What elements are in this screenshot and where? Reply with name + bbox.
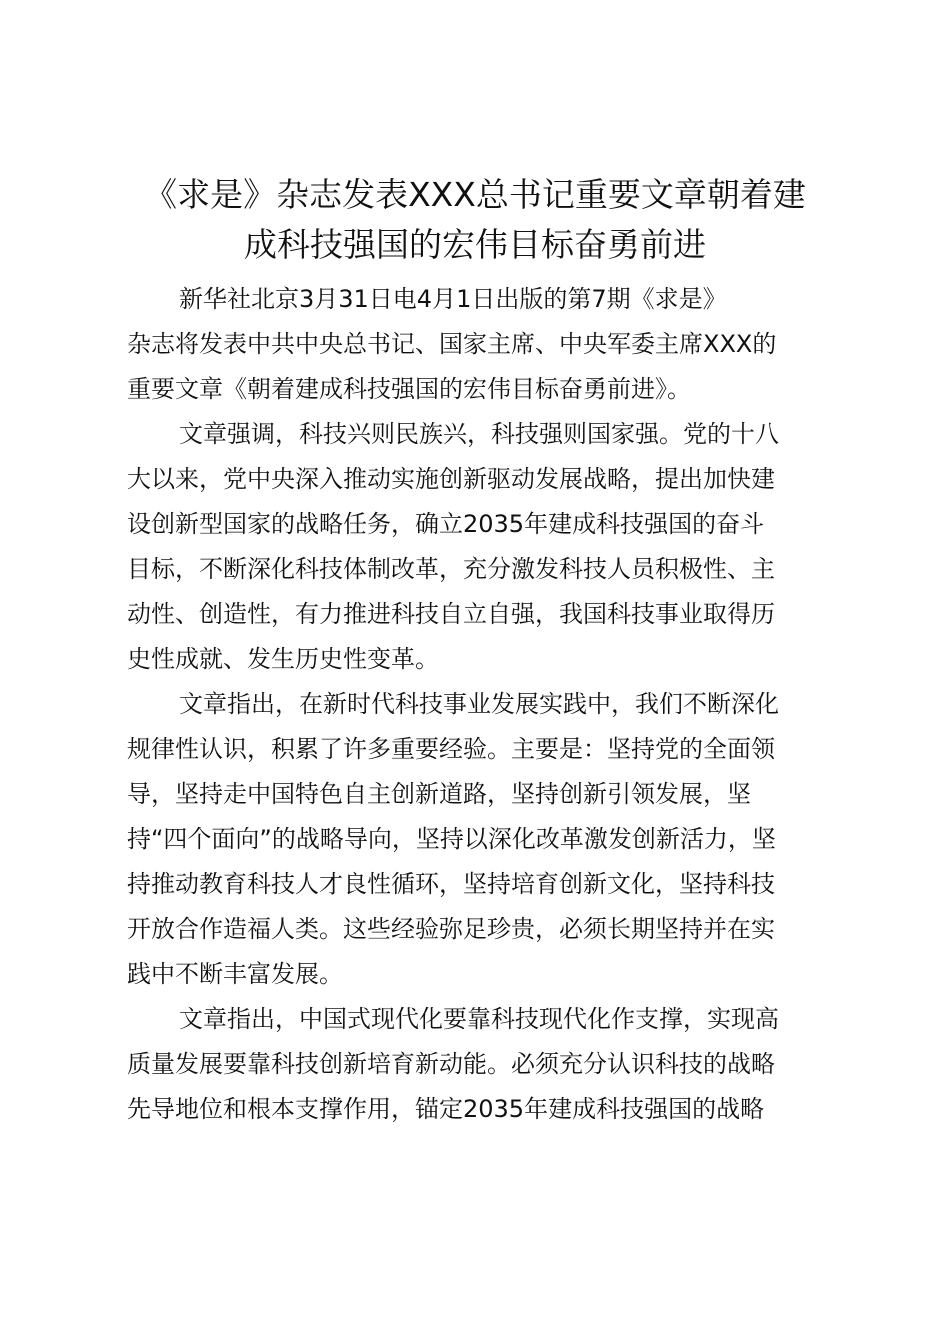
title-line: 成科技强国的宏伟目标奋勇前进 <box>244 225 706 264</box>
text-line: 文章强调，科技兴则民族兴，科技强则国家强。党的十八 <box>179 420 779 448</box>
paragraph-1 <box>127 277 827 412</box>
document-body <box>127 277 827 1132</box>
text-line: 新华社北京3月31日电4月1日出版的第7期《求是》 <box>179 285 727 313</box>
paragraph-2 <box>127 412 827 682</box>
text-line: 质量发展要靠科技创新培育新动能。必须充分认识科技的战略 <box>127 1050 775 1078</box>
text-line: 设创新型国家的战略任务，确立2035年建成科技强国的奋斗 <box>127 510 765 538</box>
text-line: 开放合作造福人类。这些经验弥足珍贵，必须长期坚持并在实 <box>127 915 775 943</box>
text-line: 史性成就、发生历史性变革。 <box>127 645 439 673</box>
text-line: 导，坚持走中国特色自主创新道路，坚持创新引领发展，坚 <box>127 780 751 808</box>
text-line: 文章指出，在新时代科技事业发展实践中，我们不断深化 <box>179 690 779 718</box>
paragraph-4 <box>127 997 827 1132</box>
text-line: 重要文章《朝着建成科技强国的宏伟目标奋勇前进》。 <box>127 375 691 403</box>
text-line: 目标，不断深化科技体制改革，充分激发科技人员积极性、主 <box>127 555 775 583</box>
text-line: 杂志将发表中共中央总书记、国家主席、中央军委主席XXX的 <box>127 330 777 358</box>
text-line: 先导地位和根本支撑作用，锚定2035年建成科技强国的战略 <box>127 1095 765 1123</box>
paragraph-3 <box>127 682 827 997</box>
text-line: 持推动教育科技人才良性循环，坚持培育创新文化，坚持科技 <box>127 870 775 898</box>
text-line: 动性、创造性，有力推进科技自立自强，我国科技事业取得历 <box>127 600 775 628</box>
text-line: 文章指出，中国式现代化要靠科技现代化作支撑，实现高 <box>179 1005 779 1033</box>
title-line: 《求是》杂志发表XXX总书记重要文章朝着建 <box>144 175 806 214</box>
document-title <box>118 170 832 270</box>
text-line: 践中不断丰富发展。 <box>127 960 343 988</box>
text-line: 规律性认识，积累了许多重要经验。主要是：坚持党的全面领 <box>127 735 775 763</box>
text-line: 大以来，党中央深入推动实施创新驱动发展战略，提出加快建 <box>127 465 775 493</box>
text-line: 持“四个面向”的战略导向，坚持以深化改革激发创新活力，坚 <box>127 825 776 853</box>
